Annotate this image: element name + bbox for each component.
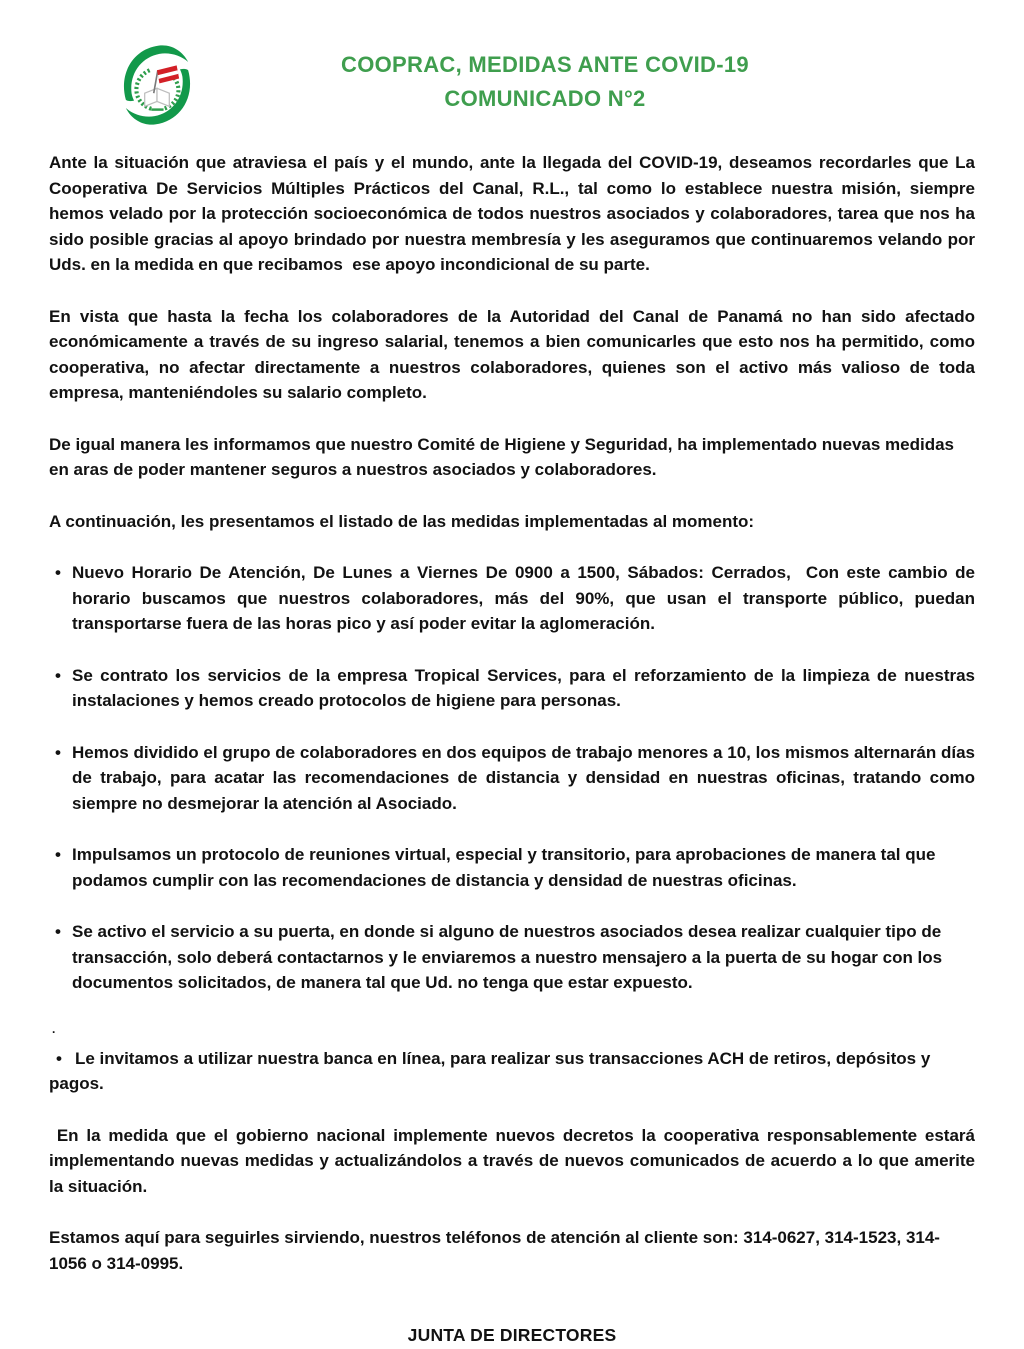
paragraph-salary: En vista que hasta la fecha los colaboradores de la Autoridad del Canal de Panamá no han sido afectado económicamente a través de su ingreso salarial, tenemos a bien comunicarles que esto nos ha permitido, como cooperativa, no afectar directamente a nuestros colaboradores, quienes son el activo más valioso de toda empresa, manteniéndoles su salario completo. <box>49 306 980 402</box>
document-body <box>0 140 1024 1349</box>
title-line-2: COMUNICADO N°2 <box>444 86 646 111</box>
paragraph-committee: De igual manera les informamos que nuestro Comité de Higiene y Seguridad, ha implementado nuevas medidas en aras de poder mantener seguros a nuestros asociados y colaboradores. <box>49 434 959 479</box>
document-title <box>66 48 1024 116</box>
paragraph-phones: Estamos aquí para seguirles sirviendo, nuestros teléfonos de atención al cliente son: 314-0627, 314-1523, 314-1056 o 314-0995. <box>49 1228 940 1273</box>
document-header <box>0 0 1024 140</box>
title-line-1: COOPRAC, MEDIDAS ANTE COVID-19 <box>341 52 749 77</box>
measures-list <box>49 560 980 996</box>
paragraph-government: En la medida que el gobierno nacional implemente nuevos decretos la cooperativa responsablemente estará implementando nuevas medidas y actualizándolos a través de nuevos comunicados de acuerdo a lo que amerite la situación. <box>49 1125 980 1196</box>
measure-item-teams: • Hemos dividido el grupo de colaboradores en dos equipos de trabajo menores a 10, los mismos alternarán días de trabajo, para acatar las recomendaciones de distancia y densidad en nuestras oficinas, tratando como siempre no desmejorar la atención al Asociado. <box>49 740 975 817</box>
paragraph-intro: Ante la situación que atraviesa el país y el mundo, ante la llegada del COVID-19, deseamos recordarles que La Cooperativa De Servicios Múltiples Prácticos del Canal, R.L., tal como lo establece nuestra misión, siempre hemos velado por la protección socioeconómica de todos nuestros asociados y colaboradores, tarea que nos ha sido posible gracias al apoyo brindado por nuestra membresía y les aseguramos que continuaremos velando por Uds. en la medida en que recibamos ese apoyo incondicional de su parte. <box>49 153 980 274</box>
stray-period: . <box>52 1021 56 1036</box>
measure-item-schedule: • Nuevo Horario De Atención, De Lunes a Viernes De 0900 a 1500, Sábados: Cerrados, Con este cambio de horario buscamos que nuestros colaboradores, más del 90%, que usan el transporte público, puedan transportarse fuera de las horas pico y así poder evitar la aglomeración. <box>49 560 975 637</box>
measure-item-cleaning: • Se contrato los servicios de la empresa Tropical Services, para el reforzamiento de la limpieza de nuestras instalaciones y hemos creado protocolos de higiene para personas. <box>49 663 975 714</box>
signature-junta-de-directores: JUNTA DE DIRECTORES <box>407 1325 617 1345</box>
measure-item-door-service: • Se activo el servicio a su puerta, en donde si alguno de nuestros asociados desea realizar cualquier tipo de transacción, solo deberá contactarnos y le enviaremos a nuestro mensajero a la puerta de su hogar con los documentos solicitados, de manera tal que Ud. no tenga que estar expuesto. <box>49 919 975 996</box>
paragraph-list-intro: A continuación, les presentamos el listado de las medidas implementadas al momento: <box>49 511 755 531</box>
measure-item-online-banking: • Le invitamos a utilizar nuestra banca en línea, para realizar sus transacciones ACH de retiros, depósitos y pagos. <box>49 1046 975 1097</box>
measure-item-virtual-meetings: • Impulsamos un protocolo de reuniones virtual, especial y transitorio, para aprobaciones de manera tal que podamos cumplir con las recomendaciones de distancia y densidad de nuestras oficinas. <box>49 842 975 893</box>
